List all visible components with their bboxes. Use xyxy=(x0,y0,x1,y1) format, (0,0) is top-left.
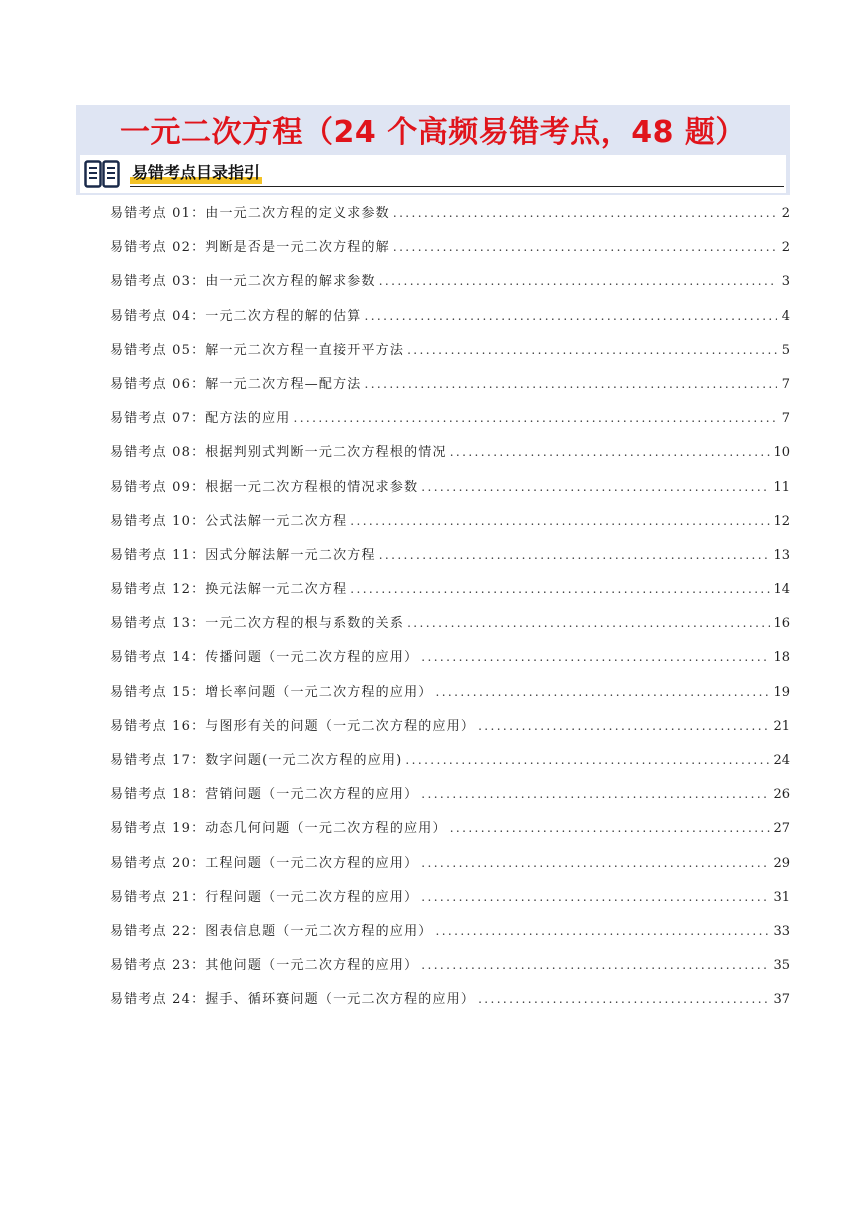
toc-entry-label: 易错考点 18：营销问题（一元二次方程的应用） xyxy=(110,787,419,803)
dot-leader xyxy=(407,337,777,363)
toc-page-number: 26 xyxy=(773,787,790,803)
toc-entry-label: 易错考点 05：解一元二次方程一直接开平方法 xyxy=(110,342,405,358)
toc-page-number: 18 xyxy=(773,650,790,666)
toc-entry-label: 易错考点 20：工程问题（一元二次方程的应用） xyxy=(110,855,419,871)
toc-entry[interactable] xyxy=(110,747,790,781)
dot-leader xyxy=(393,200,777,226)
dot-leader xyxy=(421,952,770,978)
toc-page-number: 37 xyxy=(773,992,790,1008)
toc-page-number: 31 xyxy=(773,889,790,905)
toc-entry[interactable] xyxy=(110,952,790,986)
dot-leader xyxy=(421,474,770,500)
dot-leader xyxy=(450,439,771,465)
dot-leader xyxy=(478,713,770,739)
toc-page-number: 12 xyxy=(773,513,790,529)
toc-entry-label: 易错考点 14：传播问题（一元二次方程的应用） xyxy=(110,650,419,666)
toc-entry[interactable] xyxy=(110,439,790,473)
toc-page-number: 13 xyxy=(773,547,790,563)
toc-entry-label: 易错考点 13：一元二次方程的根与系数的关系 xyxy=(110,616,405,632)
toc-entry[interactable] xyxy=(110,542,790,576)
toc-page-number: 3 xyxy=(781,274,790,290)
dot-leader xyxy=(421,884,770,910)
toc-page-number: 33 xyxy=(773,923,790,939)
section-header xyxy=(80,155,786,193)
toc-entry[interactable] xyxy=(110,200,790,234)
toc-entry-label: 易错考点 07：配方法的应用 xyxy=(110,411,291,427)
toc-entry-label: 易错考点 19：动态几何问题（一元二次方程的应用） xyxy=(110,821,447,837)
toc-entry[interactable] xyxy=(110,986,790,1020)
toc-entry[interactable] xyxy=(110,679,790,713)
toc-page-number: 7 xyxy=(781,411,790,427)
dot-leader xyxy=(435,918,770,944)
toc-page-number: 21 xyxy=(773,718,790,734)
toc-entry[interactable] xyxy=(110,850,790,884)
dot-leader xyxy=(421,781,770,807)
toc-page-number: 29 xyxy=(773,855,790,871)
toc-page-number: 10 xyxy=(773,445,790,461)
toc-page-number: 27 xyxy=(773,821,790,837)
toc-entry[interactable] xyxy=(110,337,790,371)
toc-entry-label: 易错考点 09：根据一元二次方程根的情况求参数 xyxy=(110,479,419,495)
toc-entry-label: 易错考点 02：判断是否是一元二次方程的解 xyxy=(110,240,390,256)
toc-entry[interactable] xyxy=(110,474,790,508)
toc-entry-label: 易错考点 03：由一元二次方程的解求参数 xyxy=(110,274,376,290)
toc-page-number: 7 xyxy=(781,376,790,392)
toc-page-number: 16 xyxy=(773,616,790,632)
dot-leader xyxy=(405,747,770,773)
table-of-contents xyxy=(110,200,790,1021)
toc-entry-label: 易错考点 08：根据判别式判断一元二次方程根的情况 xyxy=(110,445,447,461)
dot-leader xyxy=(421,644,770,670)
toc-entry[interactable] xyxy=(110,713,790,747)
dot-leader xyxy=(450,815,771,841)
toc-entry[interactable] xyxy=(110,884,790,918)
open-book-icon xyxy=(84,160,120,188)
toc-entry[interactable] xyxy=(110,268,790,302)
toc-page-number: 11 xyxy=(773,479,790,495)
dot-leader xyxy=(364,371,777,397)
toc-entry-label: 易错考点 16：与图形有关的问题（一元二次方程的应用） xyxy=(110,718,476,734)
toc-entry-label: 易错考点 17：数字问题(一元二次方程的应用) xyxy=(110,753,403,768)
toc-entry-label: 易错考点 12：换元法解一元二次方程 xyxy=(110,582,348,598)
toc-entry-label: 易错考点 11：因式分解法解一元二次方程 xyxy=(110,547,376,563)
dot-leader xyxy=(293,405,777,431)
section-label: 易错考点目录指引 xyxy=(132,163,261,182)
dot-leader xyxy=(350,576,770,602)
toc-entry[interactable] xyxy=(110,644,790,678)
toc-entry[interactable] xyxy=(110,781,790,815)
toc-page-number: 24 xyxy=(773,753,790,768)
dot-leader xyxy=(435,679,770,705)
toc-page-number: 2 xyxy=(781,206,790,221)
toc-entry[interactable] xyxy=(110,508,790,542)
toc-entry-label: 易错考点 06：解一元二次方程—配方法 xyxy=(110,376,362,392)
page-title: 一元二次方程（24 个高频易错考点，48 题） xyxy=(120,115,746,150)
dot-leader xyxy=(379,268,777,294)
toc-page-number: 2 xyxy=(781,240,790,256)
dot-leader xyxy=(478,986,770,1012)
toc-page-number: 14 xyxy=(773,582,790,598)
section-divider xyxy=(130,186,784,187)
toc-entry-label: 易错考点 22：图表信息题（一元二次方程的应用） xyxy=(110,923,433,939)
dot-leader xyxy=(379,542,771,568)
toc-page-number: 5 xyxy=(781,342,790,358)
toc-page-number: 19 xyxy=(773,684,790,700)
title-banner xyxy=(76,105,790,195)
toc-entry[interactable] xyxy=(110,918,790,952)
toc-page-number: 4 xyxy=(781,308,790,324)
toc-entry[interactable] xyxy=(110,576,790,610)
toc-entry[interactable] xyxy=(110,405,790,439)
toc-entry-label: 易错考点 24：握手、循环赛问题（一元二次方程的应用） xyxy=(110,992,476,1008)
dot-leader xyxy=(407,610,770,636)
dot-leader xyxy=(393,234,777,260)
dot-leader xyxy=(350,508,770,534)
toc-entry-label: 易错考点 23：其他问题（一元二次方程的应用） xyxy=(110,958,419,974)
toc-entry-label: 易错考点 04：一元二次方程的解的估算 xyxy=(110,308,362,324)
dot-leader xyxy=(364,303,777,329)
toc-entry[interactable] xyxy=(110,610,790,644)
toc-entry[interactable] xyxy=(110,234,790,268)
toc-entry-label: 易错考点 01：由一元二次方程的定义求参数 xyxy=(110,206,390,221)
toc-entry-label: 易错考点 21：行程问题（一元二次方程的应用） xyxy=(110,889,419,905)
toc-entry[interactable] xyxy=(110,371,790,405)
toc-entry-label: 易错考点 15：增长率问题（一元二次方程的应用） xyxy=(110,684,433,700)
toc-entry[interactable] xyxy=(110,815,790,849)
toc-entry[interactable] xyxy=(110,303,790,337)
dot-leader xyxy=(421,850,770,876)
toc-entry-label: 易错考点 10：公式法解一元二次方程 xyxy=(110,513,348,529)
toc-page-number: 35 xyxy=(773,958,790,974)
